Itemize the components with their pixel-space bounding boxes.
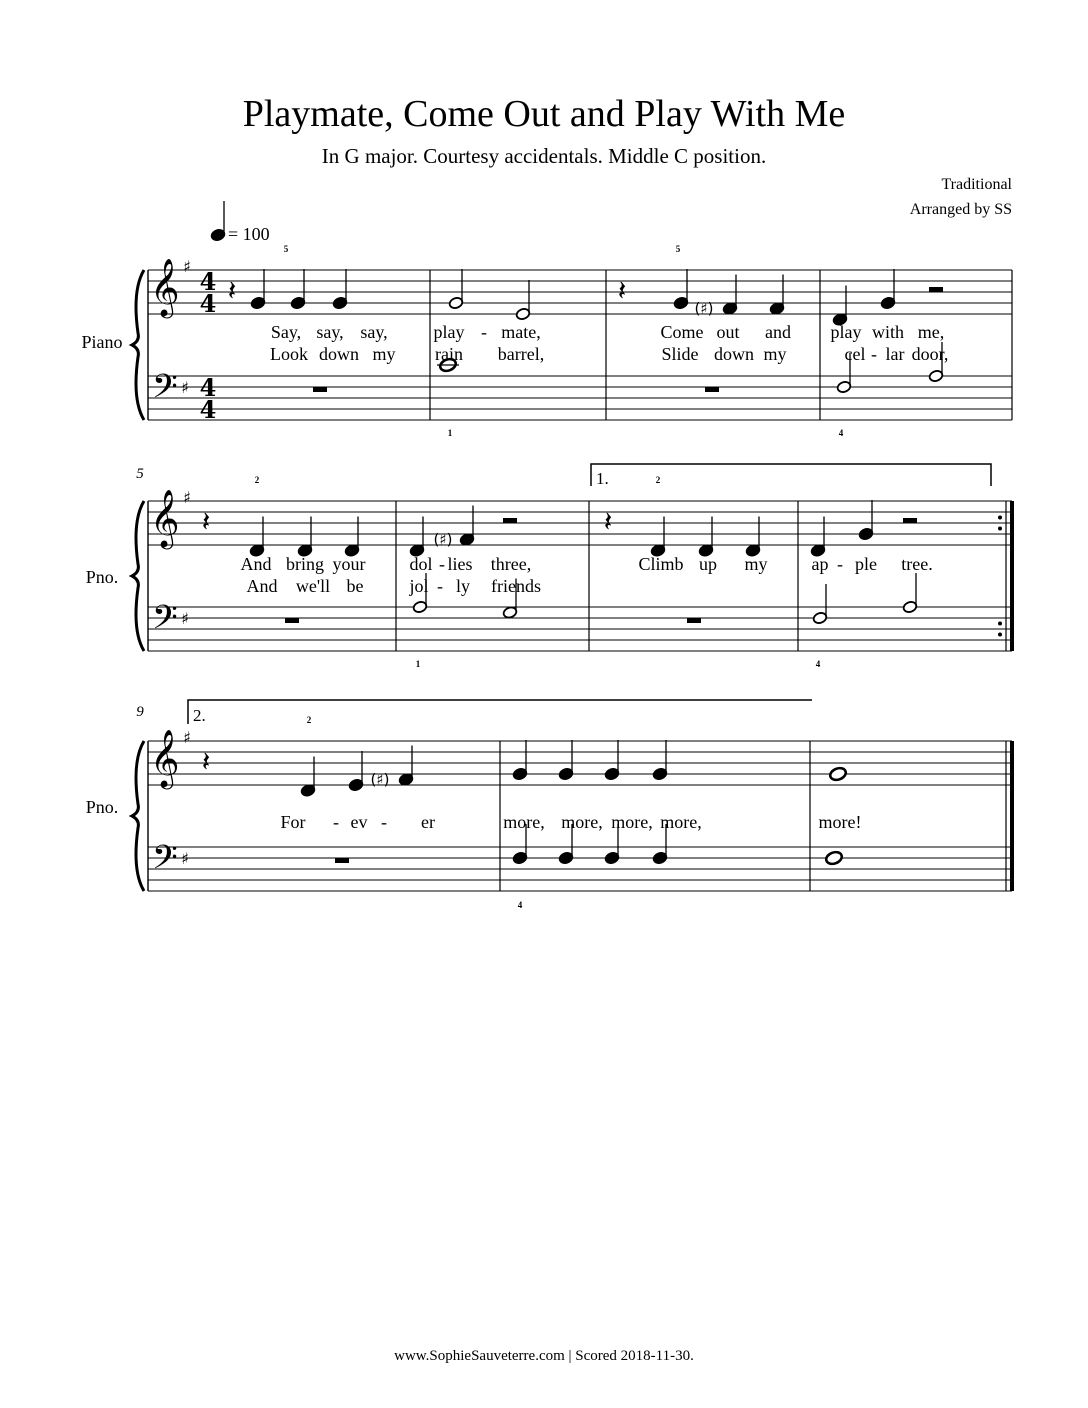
lyric-verse-2: door, (911, 344, 949, 364)
instrument-label: Pno. (85, 797, 119, 817)
lyric-verse-2: - (871, 344, 877, 364)
half-rest-icon (503, 518, 517, 523)
fingering-number: 1 (447, 428, 453, 438)
lyric-verse-1: Climb (638, 554, 684, 574)
treble-clef-icon: 𝄞 (150, 258, 180, 316)
whole-rest-icon (313, 387, 327, 392)
key-signature-sharp-icon: ♯ (183, 488, 191, 507)
lyric-verse-2: ly (455, 576, 471, 596)
piece-title: Playmate, Come Out and Play With Me (242, 93, 846, 135)
lyric-verse-2: down (714, 344, 754, 364)
half-rest-icon (929, 287, 943, 292)
fingering-number: 5 (283, 244, 289, 254)
volta-bracket (188, 700, 812, 724)
fingering-number: 2 (306, 715, 312, 725)
lyric-verse-1: Come (660, 322, 704, 342)
lyric-verse-1: Say, (270, 322, 302, 342)
tempo-marking: = 100 (228, 224, 270, 244)
treble-clef-icon: 𝄞 (150, 489, 180, 547)
lyric-verse-1: ev (350, 812, 368, 832)
lyric-verse-1: - (481, 322, 487, 342)
instrument-label: Pno. (85, 567, 119, 587)
courtesy-accidental: (♯) (694, 299, 714, 318)
treble-clef-icon: 𝄞 (150, 729, 180, 787)
fingering-number: 4 (815, 659, 821, 669)
notehead (825, 850, 844, 866)
lyric-verse-1: tree. (901, 554, 933, 574)
volta-number: 2. (193, 706, 206, 725)
key-signature-sharp-icon: ♯ (183, 257, 191, 276)
lyric-verse-1: mate, (501, 322, 541, 342)
lyric-verse-1: my (744, 554, 768, 574)
lyric-verse-1: dol (409, 554, 433, 574)
lyric-verse-1: bring (286, 554, 324, 574)
fingering-number: 4 (838, 428, 844, 438)
lyric-verse-2: my (763, 344, 787, 364)
fingering-number: 4 (517, 900, 523, 910)
time-signature-denominator: 4 (199, 289, 217, 318)
time-signature-numerator: 4 (199, 267, 217, 296)
brace-icon (132, 501, 144, 651)
lyric-verse-2: And (246, 576, 278, 596)
lyric-verse-1: say, (316, 322, 344, 342)
key-signature-sharp-icon: ♯ (181, 378, 189, 397)
repeat-dot (998, 622, 1002, 626)
lyric-verse-1: er (421, 812, 435, 832)
lyric-verse-1: more, (660, 812, 702, 832)
key-signature-sharp-icon: ♯ (181, 849, 189, 868)
lyric-verse-2: down (319, 344, 359, 364)
quarter-rest-icon: 𝄽 (617, 274, 627, 307)
fingering-number: 2 (254, 475, 260, 485)
lyric-verse-1: more, (561, 812, 603, 832)
repeat-dot (998, 633, 1002, 637)
half-rest-icon (903, 518, 917, 523)
lyric-verse-2: cel (844, 344, 866, 364)
lyric-verse-1: more! (818, 812, 862, 832)
quarter-rest-icon: 𝄽 (201, 505, 211, 538)
lyric-verse-1: And (240, 554, 272, 574)
brace-icon (132, 270, 144, 420)
key-signature-sharp-icon: ♯ (183, 728, 191, 747)
page-footer: www.SophieSauveterre.com | Scored 2018-11-30. (394, 1348, 694, 1364)
time-signature-numerator: 4 (199, 373, 217, 402)
measure-number: 5 (136, 466, 144, 482)
lyric-verse-2: lar (885, 344, 905, 364)
bass-clef-icon: 𝄢 (152, 839, 178, 885)
lyric-verse-1: lies (447, 554, 473, 574)
arranger-credit: Arranged by SS (909, 201, 1012, 218)
whole-rest-icon (705, 387, 719, 392)
whole-rest-icon (285, 618, 299, 623)
lyric-verse-2: barrel, (497, 344, 545, 364)
lyric-verse-1: more, (611, 812, 653, 832)
lyric-verse-1: with (871, 322, 905, 342)
lyric-verse-2: - (437, 576, 443, 596)
lyric-verse-1: me, (917, 322, 945, 342)
courtesy-accidental: (♯) (433, 530, 453, 549)
repeat-dot (998, 527, 1002, 531)
lyric-verse-1: - (837, 554, 843, 574)
lyric-verse-2: Look (270, 344, 308, 364)
lyric-verse-1: out (716, 322, 740, 342)
lyric-verse-1: ple (855, 554, 877, 574)
lyric-verse-1: ap (811, 554, 829, 574)
bass-clef-icon: 𝄢 (152, 599, 178, 645)
whole-rest-icon (687, 618, 701, 623)
lyric-verse-1: - (333, 812, 339, 832)
quarter-rest-icon: 𝄽 (201, 745, 211, 778)
measure-number: 9 (136, 704, 144, 720)
volta-number: 1. (596, 469, 609, 488)
whole-rest-icon (335, 858, 349, 863)
piece-subtitle: In G major. Courtesy accidentals. Middle C position. (321, 144, 767, 168)
lyric-verse-1: For (280, 812, 306, 832)
repeat-dot (998, 516, 1002, 520)
lyric-verse-2: be (346, 576, 364, 596)
lyric-verse-1: play (433, 322, 465, 342)
lyric-verse-1: and (765, 322, 791, 342)
bass-clef-icon: 𝄢 (152, 368, 178, 414)
lyric-verse-2: my (372, 344, 396, 364)
lyric-verse-1: up (699, 554, 717, 574)
volta-bracket (591, 464, 991, 486)
lyric-verse-1: play (830, 322, 862, 342)
key-signature-sharp-icon: ♯ (181, 609, 189, 628)
fingering-number: 5 (675, 244, 681, 254)
composer-credit: Traditional (941, 176, 1012, 193)
lyric-verse-1: three, (490, 554, 532, 574)
quarter-rest-icon: 𝄽 (227, 274, 237, 307)
fingering-number: 1 (415, 659, 421, 669)
quarter-rest-icon: 𝄽 (603, 505, 613, 538)
time-signature-denominator: 4 (199, 395, 217, 424)
lyric-verse-1: - (439, 554, 445, 574)
lyric-verse-2: friends (491, 576, 541, 596)
lyric-verse-1: say, (360, 322, 388, 342)
lyric-verse-2: jol (409, 576, 429, 596)
lyric-verse-1: - (381, 812, 387, 832)
lyric-verse-1: your (332, 554, 366, 574)
fingering-number: 2 (655, 475, 661, 485)
brace-icon (132, 741, 144, 891)
lyric-verse-1: more, (503, 812, 545, 832)
lyric-verse-2: Slide (661, 344, 699, 364)
lyric-verse-2: rain (435, 344, 463, 364)
notehead (829, 766, 848, 782)
instrument-label: Piano (81, 332, 123, 352)
courtesy-accidental: (♯) (370, 770, 390, 789)
lyric-verse-2: we'll (295, 576, 331, 596)
